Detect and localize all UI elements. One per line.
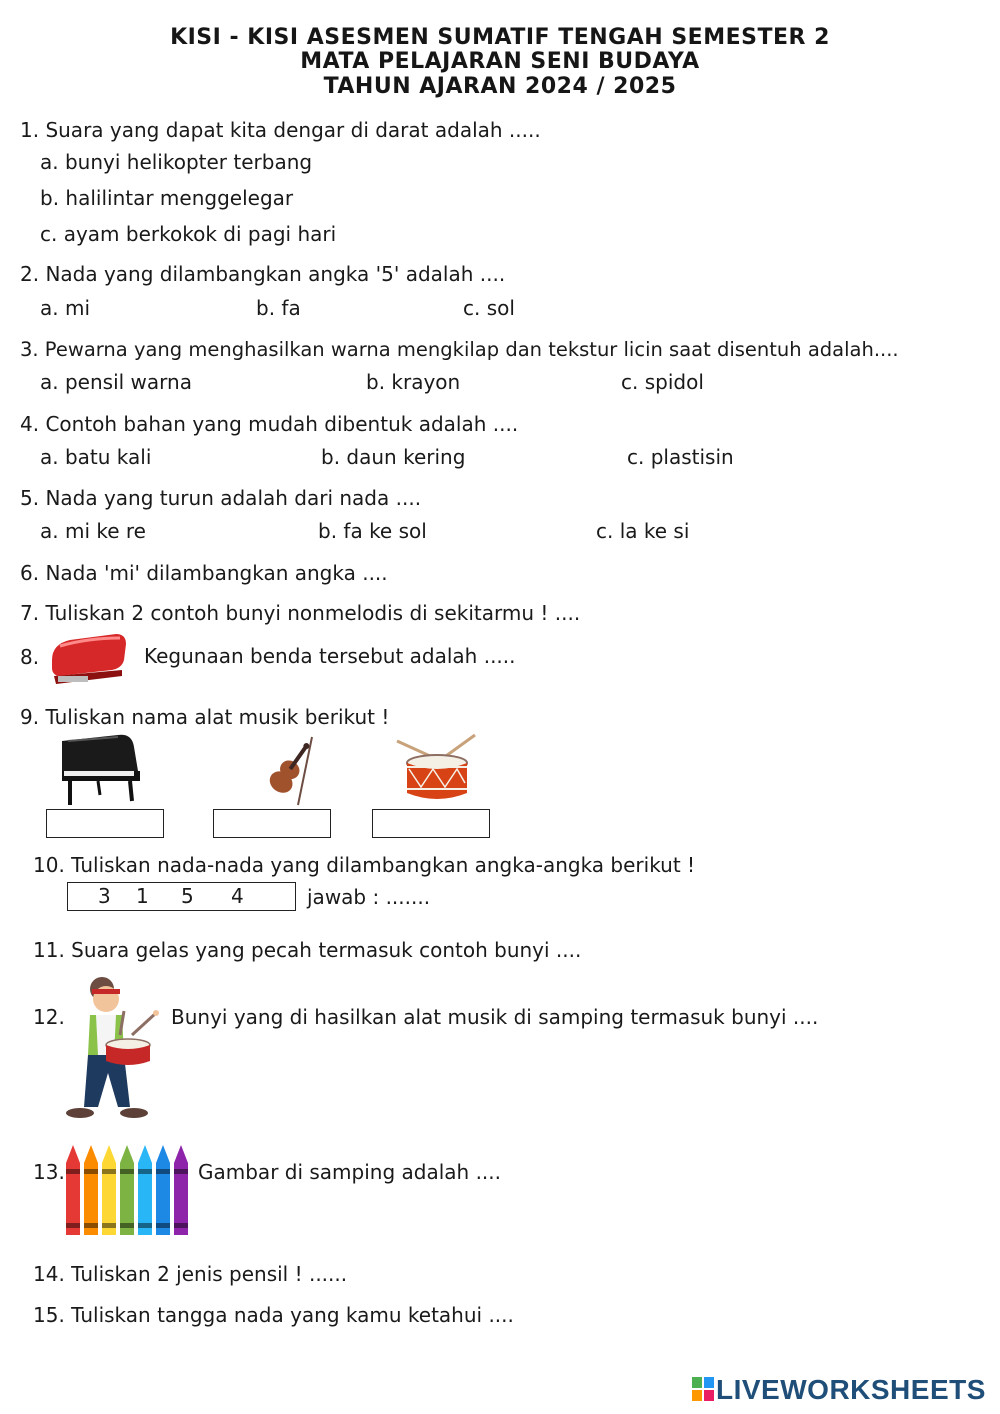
q4-option-a[interactable]: a. batu kali bbox=[40, 445, 152, 469]
question-8: Kegunaan benda tersebut adalah ..... bbox=[144, 644, 516, 668]
q5-option-b[interactable]: b. fa ke sol bbox=[318, 519, 427, 543]
piano-image bbox=[58, 733, 143, 808]
number-box bbox=[67, 882, 296, 911]
crayon bbox=[102, 1145, 116, 1235]
violin-image bbox=[254, 733, 324, 808]
q1-option-a[interactable]: a. bunyi helikopter terbang bbox=[40, 150, 313, 174]
question-3: 3. Pewarna yang menghasilkan warna mengkilap dan tekstur licin saat disentuh adalah.... bbox=[20, 338, 899, 361]
question-2: 2. Nada yang dilambangkan angka '5' adalah .... bbox=[20, 262, 506, 286]
q3-option-c[interactable]: c. spidol bbox=[621, 370, 704, 394]
question-4: 4. Contoh bahan yang mudah dibentuk adalah .... bbox=[20, 412, 519, 436]
answer-box-drum[interactable] bbox=[372, 809, 490, 838]
question-8-number: 8. bbox=[20, 645, 40, 669]
q2-option-a[interactable]: a. mi bbox=[40, 296, 91, 320]
answer-box-piano[interactable] bbox=[46, 809, 164, 838]
liveworksheets-brand[interactable]: LIVEWORKSHEETS bbox=[716, 1374, 986, 1405]
title-line-3: TAHUN AJARAN 2024 / 2025 bbox=[323, 74, 677, 99]
crayon bbox=[66, 1145, 80, 1235]
crayons-image bbox=[64, 1143, 190, 1237]
digit-2: 1 bbox=[136, 884, 149, 908]
crayon bbox=[138, 1145, 152, 1235]
question-15: 15. Tuliskan tangga nada yang kamu ketahui .... bbox=[33, 1303, 514, 1327]
q5-option-c[interactable]: c. la ke si bbox=[596, 519, 690, 543]
question-9: 9. Tuliskan nama alat musik berikut ! bbox=[20, 705, 390, 729]
crayon bbox=[120, 1145, 134, 1235]
question-5: 5. Nada yang turun adalah dari nada .... bbox=[20, 486, 422, 510]
crayon bbox=[84, 1145, 98, 1235]
question-12: Bunyi yang di hasilkan alat musik di samping termasuk bunyi .... bbox=[171, 1005, 819, 1029]
drum-image bbox=[395, 733, 480, 805]
question-11: 11. Suara gelas yang pecah termasuk contoh bunyi .... bbox=[33, 938, 582, 962]
answer-box-violin[interactable] bbox=[213, 809, 331, 838]
q4-option-b[interactable]: b. daun kering bbox=[321, 445, 466, 469]
question-14: 14. Tuliskan 2 jenis pensil ! ...... bbox=[33, 1262, 348, 1286]
q2-option-c[interactable]: c. sol bbox=[463, 296, 515, 320]
q4-option-c[interactable]: c. plastisin bbox=[627, 445, 734, 469]
question-10: 10. Tuliskan nada-nada yang dilambangkan angka-angka berikut ! bbox=[33, 853, 696, 877]
crayon bbox=[174, 1145, 188, 1235]
q3-option-a[interactable]: a. pensil warna bbox=[40, 370, 192, 394]
q1-option-c[interactable]: c. ayam berkokok di pagi hari bbox=[40, 222, 337, 246]
question-1: 1. Suara yang dapat kita dengar di darat adalah ..... bbox=[20, 118, 541, 142]
q1-option-b[interactable]: b. halilintar menggelegar bbox=[40, 186, 294, 210]
q2-option-b[interactable]: b. fa bbox=[256, 296, 301, 320]
crayon bbox=[156, 1145, 170, 1235]
question-12-number: 12. bbox=[33, 1005, 65, 1029]
q3-option-b[interactable]: b. krayon bbox=[366, 370, 461, 394]
title-line-2: MATA PELAJARAN SENI BUDAYA bbox=[300, 49, 700, 74]
question-6: 6. Nada 'mi' dilambangkan angka .... bbox=[20, 561, 388, 585]
liveworksheets-logo-icon bbox=[692, 1377, 714, 1401]
title-line-1: KISI - KISI ASESMEN SUMATIF TENGAH SEMESTER 2 bbox=[170, 25, 830, 50]
stapler-image bbox=[48, 630, 128, 690]
question-13: Gambar di samping adalah .... bbox=[198, 1160, 501, 1184]
q5-option-a[interactable]: a. mi ke re bbox=[40, 519, 146, 543]
question-7: 7. Tuliskan 2 contoh bunyi nonmelodis di sekitarmu ! .... bbox=[20, 601, 581, 625]
digit-3: 5 bbox=[181, 884, 194, 908]
question-13-number: 13. bbox=[33, 1160, 65, 1184]
digit-4: 4 bbox=[231, 884, 244, 908]
answer-label[interactable]: jawab : ....... bbox=[307, 885, 431, 909]
drummer-image bbox=[72, 973, 172, 1133]
digit-1: 3 bbox=[98, 884, 111, 908]
